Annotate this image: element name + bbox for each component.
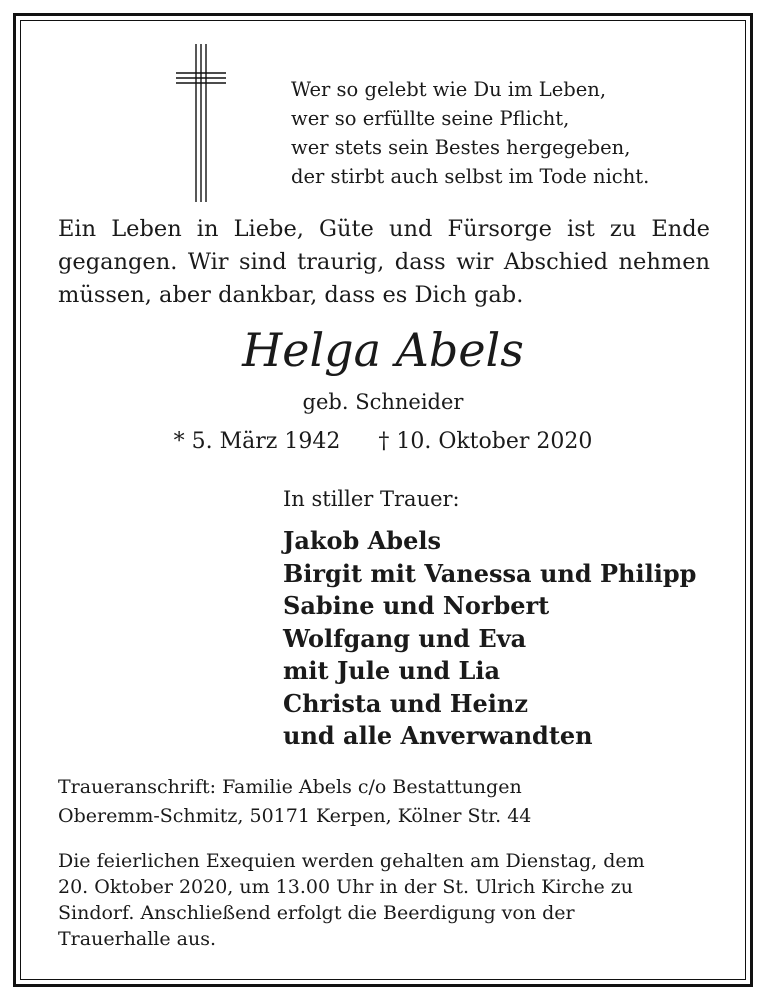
cross-icon	[176, 44, 226, 202]
mourning-address	[58, 773, 531, 831]
mourner-name: und alle Anverwandten	[283, 721, 593, 750]
poem-line: der stirbt auch selbst im Tode nicht.	[291, 165, 650, 188]
mourner-name: Christa und Heinz	[283, 688, 528, 718]
service-line: Sindorf. Anschließend erfolgt die Beerdigung von der	[58, 902, 575, 924]
poem-line: wer so erfüllte seine Pflicht,	[291, 107, 570, 130]
address-line: Oberemm-Schmitz, 50171 Kerpen, Kölner Str. 44	[58, 805, 532, 827]
service-line: Die feierlichen Exequien werden gehalten am Dienstag, dem	[58, 850, 645, 872]
poem-line: wer stets sein Bestes hergegeben,	[291, 136, 631, 159]
service-line: 20. Oktober 2020, um 13.00 Uhr in der St. Ulrich Kirche zu	[58, 876, 634, 898]
address-line: Traueranschrift: Familie Abels c/o Bestattungen	[58, 776, 522, 798]
birth-date: * 5. März 1942	[173, 429, 341, 454]
intro-line: müssen, aber dankbar, dass es Dich gab.	[58, 282, 524, 308]
mourners-list	[283, 525, 696, 753]
maiden-name: geb. Schneider	[302, 390, 464, 414]
death-date: † 10. Oktober 2020	[378, 429, 593, 454]
mourner-name: Wolfgang und Eva	[283, 623, 527, 653]
deceased-name: Helga Abels	[242, 323, 524, 377]
mourner-name: mit Jule und Lia	[283, 656, 501, 685]
mourning-label: In stiller Trauer:	[283, 487, 460, 511]
mourner-name: Birgit mit Vanessa und Philipp	[283, 558, 697, 588]
intro-line: gegangen. Wir sind traurig, dass wir Abschied nehmen	[58, 249, 710, 275]
service-line: Trauerhalle aus.	[58, 928, 217, 950]
intro-line: Ein Leben in Liebe, Güte und Fürsorge ist zu Ende	[58, 216, 710, 242]
poem-line: Wer so gelebt wie Du im Leben,	[291, 78, 607, 101]
poem	[291, 75, 649, 191]
life-dates	[0, 425, 766, 459]
mourner-name: Sabine und Norbert	[283, 591, 550, 620]
mourner-name: Jakob Abels	[283, 526, 441, 555]
intro-text	[58, 213, 710, 312]
service-notice	[58, 848, 645, 952]
